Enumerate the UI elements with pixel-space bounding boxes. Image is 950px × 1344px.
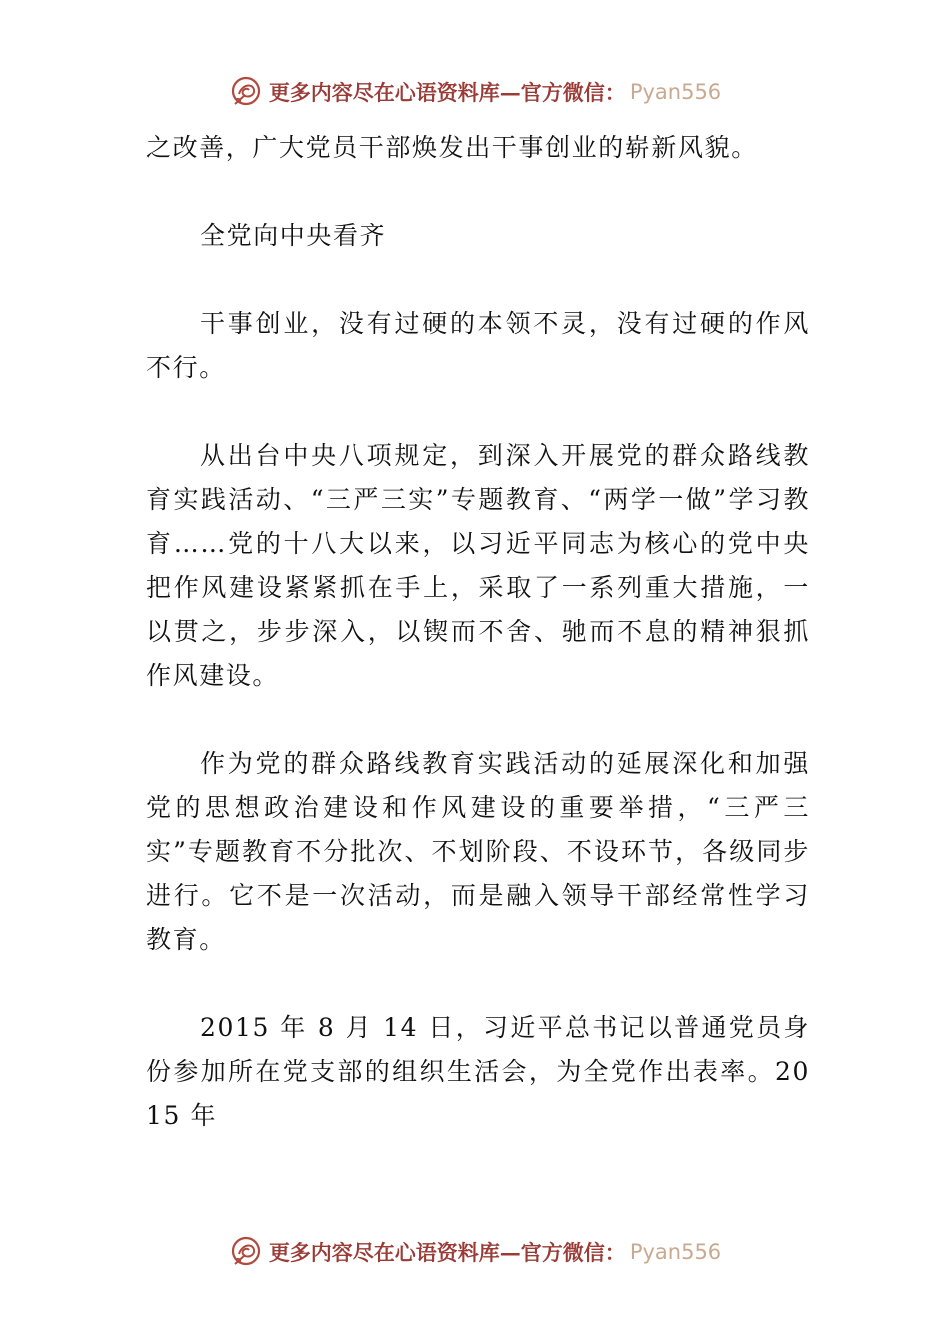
- document-body: [146, 126, 810, 1182]
- watermark-wechat-id: Pyan556: [629, 1240, 722, 1264]
- watermark-wechat-id: Pyan556: [629, 80, 722, 104]
- paragraph-4: 作为党的群众路线教育实践活动的延展深化和加强党的思想政治建设和作风建设的重要举措，“三严三实”专题教育不分批次、不划阶段、不设环节，各级同步进行。它不是一次活动，而是融入领导干部经常性学习教育。: [146, 749, 810, 954]
- paragraph-3: 从出台中央八项规定，到深入开展党的群众路线教育实践活动、“三严三实”专题教育、“两学一做”学习教育……党的十八大以来，以习近平同志为核心的党中央把作风建设紧紧抓在手上，采取了一系列重大措施，一以贯之，步步深入，以锲而不舍、驰而不息的精神狠抓作风建设。: [146, 441, 810, 690]
- rose-logo-icon: [229, 74, 265, 110]
- watermark-text: 更多内容尽在心语资料库—官方微信：: [268, 1240, 626, 1265]
- watermark-text: 更多内容尽在心语资料库—官方微信：: [268, 80, 626, 105]
- rose-logo-icon: [229, 1234, 265, 1270]
- paragraph-2: 干事创业，没有过硬的本领不灵，没有过硬的作风不行。: [146, 309, 810, 382]
- paragraph-5: 2015 年 8 月 14 日，习近平总书记以普通党员身份参加所在党支部的组织生活会，为全党作出表率。2015 年: [146, 1013, 810, 1130]
- paragraph-1: 之改善，广大党员干部焕发出干事创业的崭新风貌。: [146, 133, 758, 162]
- footer-watermark: [0, 1232, 950, 1272]
- header-watermark: [0, 72, 950, 112]
- section-heading: 全党向中央看齐: [200, 221, 387, 250]
